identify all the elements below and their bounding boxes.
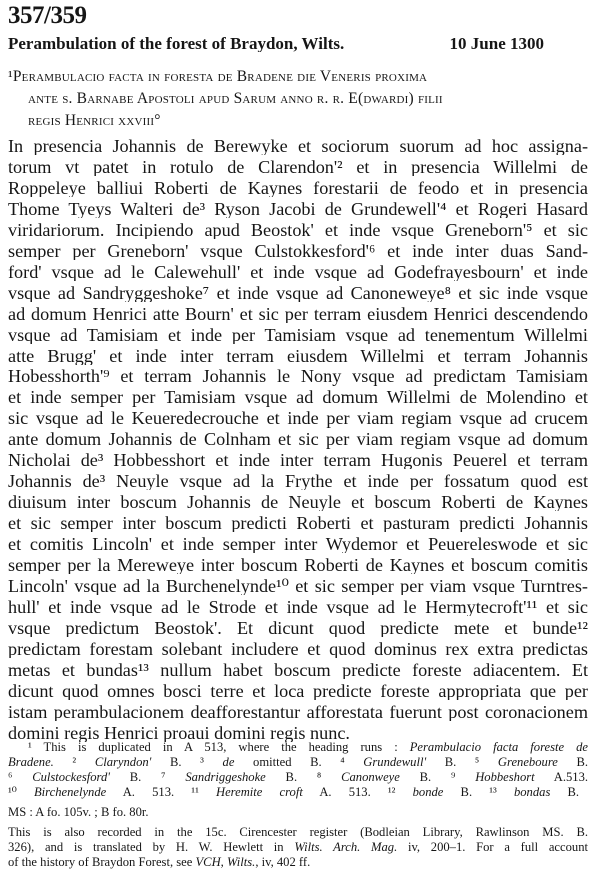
- footnote-entry: [191, 786, 370, 799]
- text-line: istam perambulacionem deafforestantur afforestata fuerunt post coronacionem: [8, 702, 588, 721]
- footnote-variant: Birchenelynde: [33, 786, 107, 799]
- text-line: et sic semper inter boscum predicti Roberti et pasturam predicti Johannis: [8, 514, 588, 533]
- footnote-variant: Heremite croft: [216, 786, 303, 799]
- footnote-marker: ¹³: [489, 786, 514, 799]
- footnote-line: [28, 741, 588, 754]
- footnote-entry: [72, 756, 181, 769]
- footnote-entry: [451, 771, 588, 784]
- footnote-marker: ¹²: [387, 786, 413, 799]
- footnote-marker: ⁴: [340, 756, 364, 769]
- footnote-source: A. 513.: [106, 786, 175, 799]
- footnote-variant: de: [222, 756, 235, 769]
- footnote-source: A. 513.: [302, 786, 371, 799]
- text-line: viridariorum. Incipiendo apud Beostok' et inde vsque Greneborn'⁵ et sic: [8, 220, 588, 239]
- footnote-entry: [8, 786, 174, 799]
- footnote-entry: [489, 786, 579, 799]
- footnote-italic: Perambulacio facta foreste de: [409, 741, 588, 754]
- text-line: atte Brugg' et inde inter terram eiusdem Willelmi et terram Johannis: [8, 346, 588, 365]
- footnote-source: omitted B.: [234, 756, 322, 769]
- footnote-source: B.: [550, 786, 580, 799]
- text-line: torum vt patet in rotulo de Clarendon'² et in presencia Willelmi de: [8, 157, 588, 177]
- text-line: et inde semper per Tamisiam vsque ad domum Willelmi de Molendino et: [8, 388, 588, 407]
- journal-title: Wilts. Arch. Mag.: [294, 841, 398, 854]
- text-line: semper per la Mereweye inter boscum Roberti de Kaynes et boscum comitis: [8, 556, 588, 575]
- text-line: vsque predictum Beostok'. Et dicunt quod predicte mete et bunde¹²: [8, 618, 588, 638]
- rubric-line: ¹Perambulacio facta in foresta de Bradene die Veneris proxima: [8, 69, 428, 85]
- note-text: of the history of Braydon Forest, see: [8, 856, 196, 869]
- footnote-marker: ⁶: [8, 771, 33, 784]
- text-line: vsque ad Sandryggeshoke⁷ et inde vsque ad Canoneweye⁸ et sic inde vsque: [8, 283, 588, 302]
- footnote-source: B.: [151, 756, 182, 769]
- document-number: 357/359: [8, 2, 87, 29]
- footnote-source: B.: [399, 771, 432, 784]
- footnote-variant: Canonweye: [341, 771, 400, 784]
- note-line: [8, 841, 588, 854]
- text-line: ante domum Johannis de Colnham et sic per viam regiam vsque ad domum: [8, 430, 588, 449]
- footnote-variant: Claryndon': [94, 756, 152, 769]
- text-line: Thome Tyeys Walteri de³ Ryson Jacobi de Grundewell'⁴ et Rogeri Hasard: [8, 199, 588, 219]
- note-text: 326), and is translated by H. W. Hewlett in: [8, 841, 295, 854]
- footnote-entry: [161, 771, 297, 784]
- note-text: , iv, 402 ff.: [255, 856, 311, 869]
- footnote-marker: ⁵: [474, 756, 498, 769]
- reference-title: VCH, Wilts.: [195, 856, 256, 869]
- footnote-variant: Culstockesford': [32, 771, 110, 784]
- note-text: iv, 200–1. For a full account: [397, 841, 588, 854]
- text-line: Nicholai de³ Hobbesshort et inde inter terram Hugonis Peuerel et terram: [8, 451, 588, 470]
- footnote-variant: Bradene.: [8, 756, 54, 769]
- footnote-entry: [340, 756, 456, 769]
- text-line: domini regis Henrici proaui domini regis nunc.: [8, 723, 350, 742]
- footnote-source: A.513.: [534, 771, 588, 784]
- text-line: vsque ad Tamisiam et inde per Tamisiam vsque ad tenementum Willelmi: [8, 325, 588, 344]
- footnote-line: [8, 756, 588, 769]
- footnote-source: B.: [557, 756, 588, 769]
- rubric-line: ante s. Barnabe Apostoli apud Sarum anno r. r. E(dwardi) filii: [28, 91, 443, 107]
- text-line: diuisum inter boscum Johannis de Neuyle et boscum Roberti de Kaynes: [8, 493, 588, 512]
- note-line: This is also recorded in the 15c. Cirencester register (Bodleian Library, Rawlinson MS. B.: [8, 826, 588, 839]
- footnote-line: [8, 771, 588, 784]
- footnote-variant: bonde: [412, 786, 444, 799]
- text-line: Roppeleye balliui Roberti de Kaynes forestarii de feodo et in presencia: [8, 178, 588, 198]
- footnote-entry: [8, 756, 54, 769]
- footnote-variant: bondas: [513, 786, 551, 799]
- note-line: [8, 856, 588, 869]
- footnote-marker: ¹¹: [191, 786, 216, 799]
- footnote-marker: ³: [200, 756, 223, 769]
- footnote-variant: Grundewull': [363, 756, 427, 769]
- footnote-marker: ¹⁰: [8, 786, 34, 799]
- footnote-line: [8, 786, 588, 799]
- footnote-marker: ⁸: [316, 771, 342, 784]
- text-line: ad domum Henrici atte Bourn' et sic per terram eiusdem Henrici descendendo: [8, 304, 588, 323]
- footnote-variant: Sandriggeshoke: [185, 771, 266, 784]
- text-line: Hobesshorth'⁹ et terram Johannis le Nony vsque ad predictam Tamisiam: [8, 367, 588, 386]
- footnote-variant: Hobbeshort: [475, 771, 535, 784]
- text-line: dicunt quod omnes bosci terre et loca predicte foreste appropriata que per: [8, 681, 588, 700]
- document-heading: [8, 35, 588, 52]
- footnote-text: ¹ This is duplicated in A 513, where the heading runs :: [28, 741, 398, 754]
- footnote-entry: [200, 756, 322, 769]
- footnote-entry: [8, 771, 141, 784]
- text-line: Johannis de³ Neuyle vsque ad la Frythe et inde per fossatum quod est: [8, 472, 588, 491]
- text-line: Lincoln' vsque ad la Burchenelynde¹⁰ et sic semper per viam vsque Turntres-: [8, 576, 588, 596]
- footnote-entry: [475, 756, 588, 769]
- text-line: semper per Greneborn' vsque Culstokkesford'⁶ et inde inter duas Sand-: [8, 241, 588, 260]
- text-line: sic vsque ad le Keueredecrouche et inde per viam regiam vsque ad crucem: [8, 409, 588, 428]
- footnote-entry: [388, 786, 472, 799]
- text-line: ford' vsque ad le Calewehull' et inde vsque ad Godefrayesbourn' et inde: [8, 262, 588, 281]
- manuscript-reference: MS : A fo. 105v. ; B fo. 80r.: [8, 806, 149, 819]
- footnote-marker: ⁹: [451, 771, 476, 784]
- text-line: In presencia Johannis de Berewyke et sociorum suorum ad hoc assigna-: [8, 137, 588, 156]
- footnote-variant: Greneboure: [497, 756, 558, 769]
- text-line: predictam forestam solebant includere et quod dominus rex extra predictas: [8, 639, 588, 658]
- rubric-line: regis Henrici xxviii°: [28, 113, 161, 129]
- heading-title: Perambulation of the forest of Braydon, Wilts.: [8, 35, 345, 52]
- text-line: et comitis Lincoln' et inde semper inter Wydemor et Peuereleswode et sic: [8, 535, 588, 554]
- footnote-marker: ⁷: [161, 771, 186, 784]
- footnote-source: B.: [443, 786, 473, 799]
- text-line: hull' et inde vsque ad le Strode et inde vsque ad le Hermytecroft'¹¹ et sic: [8, 597, 588, 617]
- footnote-marker: ²: [72, 756, 95, 769]
- footnote-source: B.: [426, 756, 457, 769]
- text-line: metas et bundas¹³ nullum habet boscum predicte foreste adiacentem. Et: [8, 660, 588, 679]
- footnote-entry: [317, 771, 431, 784]
- footnote-source: B.: [265, 771, 298, 784]
- footnote-source: B.: [109, 771, 142, 784]
- heading-date: 10 June 1300: [449, 35, 544, 52]
